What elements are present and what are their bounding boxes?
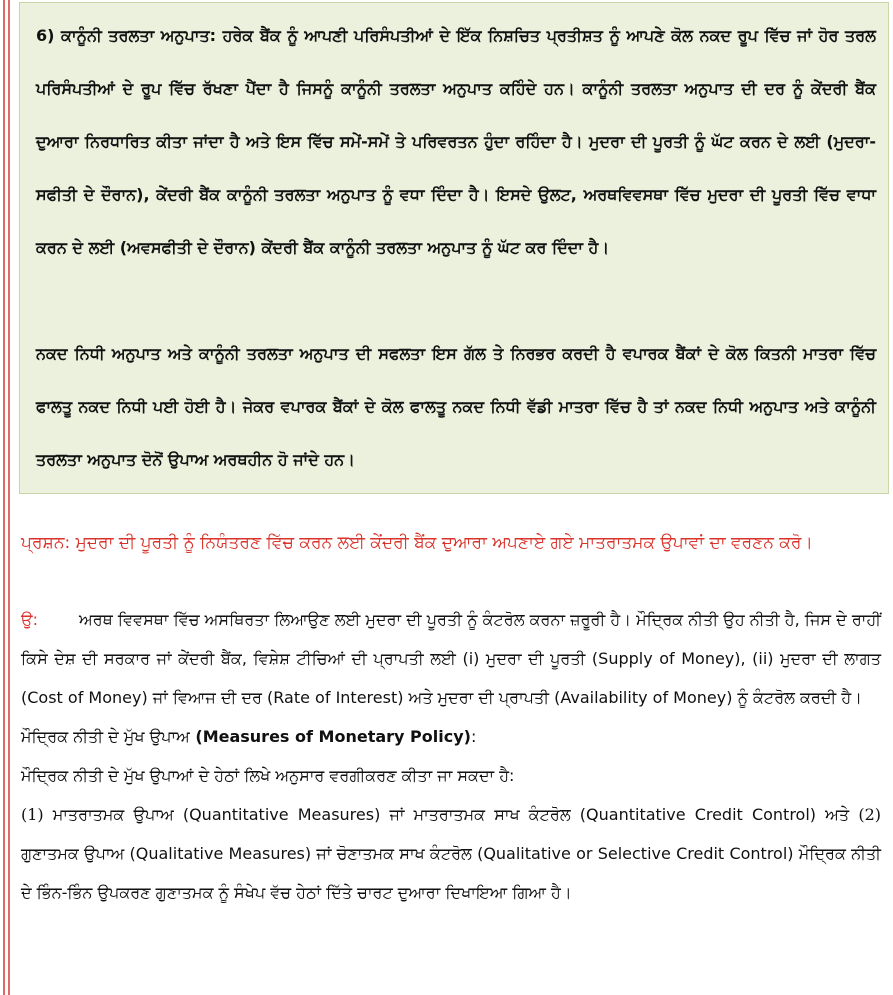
answer-block [21,600,881,912]
answer-intro [21,600,881,717]
paragraph-slr-body: ਹਰੇਕ ਬੈਂਕ ਨੂੰ ਆਪਣੀ ਪਰਿਸੰਪਤੀਆਂ ਦੇ ਇੱਕ ਨਿਸ਼ਚਿਤ ਪ੍ਰਤੀਸ਼ਤ ਨੂੰ ਆਪਣੇ ਕੋਲ ਨਕਦ ਰੂਪ ਵਿੱਚ ਜਾਂ ਹੋਰ ਤਰਲ ਪਰਿਸੰਪਤੀਆਂ ਦੇ ਰੂਪ ਵਿੱਚ ਰੱਖਣਾ ਪੈਂਦਾ ਹੈ ਜਿਸਨੂੰ ਕਾਨੂੰਨੀ ਤਰਲਤਾ ਅਨੁਪਾਤ ਕਹਿੰਦੇ ਹਨ। ਕਾਨੂੰਨੀ ਤਰਲਤਾ ਅਨੁਪਾਤ ਦੀ ਦਰ ਨੂੰ ਕੇਂਦਰੀ ਬੈਂਕ ਦੁਆਰਾ ਨਿਰਧਾਰਿਤ ਕੀਤਾ ਜਾਂਦਾ ਹੈ ਅਤੇ ਇਸ ਵਿੱਚ ਸਮੇਂ-ਸਮੇਂ ਤੇ ਪਰਿਵਰਤਨ ਹੁੰਦਾ ਰਹਿੰਦਾ ਹੈ। ਮੁਦਰਾ ਦੀ ਪੂਰਤੀ ਨੂੰ ਘੱਟ ਕਰਨ ਦੇ ਲਈ (ਮੁਦਰਾ-ਸਫੀਤੀ ਦੇ ਦੌਰਾਨ), ਕੇਂਦਰੀ ਬੈਂਕ ਕਾਨੂੰਨੀ ਤਰਲਤਾ ਅਨੁਪਾਤ ਨੂੰ ਵਧਾ ਦਿੰਦਾ ਹੈ। ਇਸਦੇ ਉਲਟ, ਅਰਥਵਿਵਸਥਾ ਵਿੱਚ ਮੁਦਰਾ ਦੀ ਪੂਰਤੀ ਵਿੱਚ ਵਾਧਾ ਕਰਨ ਦੇ ਲਈ (ਅਵਸਫੀਤੀ ਦੇ ਦੌਰਾਨ) ਕੇਂਦਰੀ ਬੈਂਕ ਕਾਨੂੰਨੀ ਤਰਲਤਾ ਅਨੁਪਾਤ ਨੂੰ ਘੱਟ ਕਰ ਦਿੰਦਾ ਹੈ। [36,26,876,257]
item-2-text: ਗੁਣਾਤਮਕ ਉਪਾਅ (Qualitative Measures) ਜਾਂ ਚੋਣਾਤਮਕ ਸਾਖ ਕੰਟਰੋਲ (Qualitative or Selective Credit Control) ਮੌਦ੍ਰਿਕ ਨੀਤੀ ਦੇ ਭਿੰਨ-ਭਿੰਨ ਉਪਕਰਣ ਗੁਣਾਤਮਕ ਨੂੰ ਸੰਖੇਪ ਵੱਚ ਹੇਠਾਂ ਦਿੱਤੇ ਚਾਰਟ ਦੁਆਰਾ ਦਿਖਾਇਆ ਗਿਆ ਹੈ। [21,844,881,902]
question-text: ਪ੍ਰਸ਼ਨ: ਮੁਦਰਾ ਦੀ ਪੂਰਤੀ ਨੂੰ ਨਿਯੰਤਰਣ ਵਿੱਚ ਕਰਨ ਲਈ ਕੇਂਦਰੀ ਬੈਂਕ ਦੁਆਰਾ ਅਪਣਾਏ ਗਏ ਮਾਤਰਾਤਮਕ ਉਪਾਵਾਂ ਦਾ ਵਰਣਨ ਕਰੋ। [21,533,813,553]
item-1-number: (1) [21,805,44,824]
answer-marker: ਉ: [21,610,38,629]
margin-rule-outer [3,0,5,995]
measures-heading-punjabi: ਮੌਦ੍ਰਿਕ ਨੀਤੀ ਦੇ ਮੁੱਖ ਉਪਾਅ [21,727,190,746]
measures-heading [21,717,881,756]
classification-line: ਮੌਦ੍ਰਿਕ ਨੀਤੀ ਦੇ ਮੁੱਖ ਉਪਾਆਂ ਦੇ ਹੇਠਾਂ ਲਿਖੇ ਅਨੁਸਾਰ ਵਰਗੀਕਰਣ ਕੀਤਾ ਜਾ ਸਕਦਾ ਹੈ: [21,766,515,785]
item-2-number: (2) [858,805,881,824]
answer-text: ਅਰਥ ਵਿਵਸਥਾ ਵਿੱਚ ਅਸਥਿਰਤਾ ਲਿਆਉਣ ਲਈ ਮੁਦਰਾ ਦੀ ਪੂਰਤੀ ਨੂੰ ਕੰਟਰੋਲ ਕਰਨਾ ਜ਼ਰੂਰੀ ਹੈ। ਮੌਦ੍ਰਿਕ ਨੀਤੀ ਉਹ ਨੀਤੀ ਹੈ, ਜਿਸ ਦੇ ਰਾਹੀਂ ਕਿਸੇ ਦੇਸ਼ ਦੀ ਸਰਕਾਰ ਜਾਂ ਕੇਂਦਰੀ ਬੈਂਕ, ਵਿਸ਼ੇਸ਼ ਟੀਚਿਆਂ ਦੀ ਪ੍ਰਾਪਤੀ ਲਈ (i) ਮੁਦਰਾ ਦੀ ਪੂਰਤੀ (Supply of Money), (ii) ਮੁਦਰਾ ਦੀ ਲਾਗਤ (Cost of Money) ਜਾਂ ਵਿਆਜ ਦੀ ਦਰ (Rate of Interest) ਅਤੇ ਮੁਦਰਾ ਦੀ ਪ੍ਰਾਪਤੀ (Availability of Money) ਨੂੰ ਕੰਟਰੋਲ ਕਰਦੀ ਹੈ। [21,610,881,707]
paragraph-success: ਨਕਦ ਨਿਧੀ ਅਨੁਪਾਤ ਅਤੇ ਕਾਨੂੰਨੀ ਤਰਲਤਾ ਅਨੁਪਾਤ ਦੀ ਸਫਲਤਾ ਇਸ ਗੱਲ ਤੇ ਨਿਰਭਰ ਕਰਦੀ ਹੈ ਵਪਾਰਕ ਬੈਂਕਾਂ ਦੇ ਕੋਲ ਕਿਤਨੀ ਮਾਤਰਾ ਵਿੱਚ ਫਾਲਤੂ ਨਕਦ ਨਿਧੀ ਪਈ ਹੋਈ ਹੈ। ਜੇਕਰ ਵਪਾਰਕ ਬੈਂਕਾਂ ਦੇ ਕੋਲ ਫਾਲਤੂ ਨਕਦ ਨਿਧੀ ਵੱਡੀ ਮਾਤਰਾ ਵਿੱਚ ਹੈ ਤਾਂ ਨਕਦ ਨਿਧੀ ਅਨੁਪਾਤ ਅਤੇ ਕਾਨੂੰਨੀ ਤਰਲਤਾ ਅਨੁਪਾਤ ਦੋਨੋਂ ਉਪਾਅ ਅਰਥਹੀਨ ਹੋ ਜਾਂਦੇ ਹਨ। [36,344,876,469]
margin-rule-inner [8,0,10,995]
measures-heading-colon: : [470,727,477,746]
paragraph-slr-heading: 6) ਕਾਨੂੰਨੀ ਤਰਲਤਾ ਅਨੁਪਾਤ: [36,26,217,45]
measures-heading-english: (Measures of Monetary Policy) [189,727,471,746]
highlight-box [19,2,889,494]
measures-list [21,795,881,912]
paragraph-slr [36,9,876,274]
item-1-text: ਮਾਤਰਾਤਮਕ ਉਪਾਅ (Quantitative Measures) ਜਾਂ ਮਾਤਰਾਤਮਕ ਸਾਖ ਕੰਟਰੋਲ (Quantitative Credit Control) ਅਤੇ [43,805,859,824]
